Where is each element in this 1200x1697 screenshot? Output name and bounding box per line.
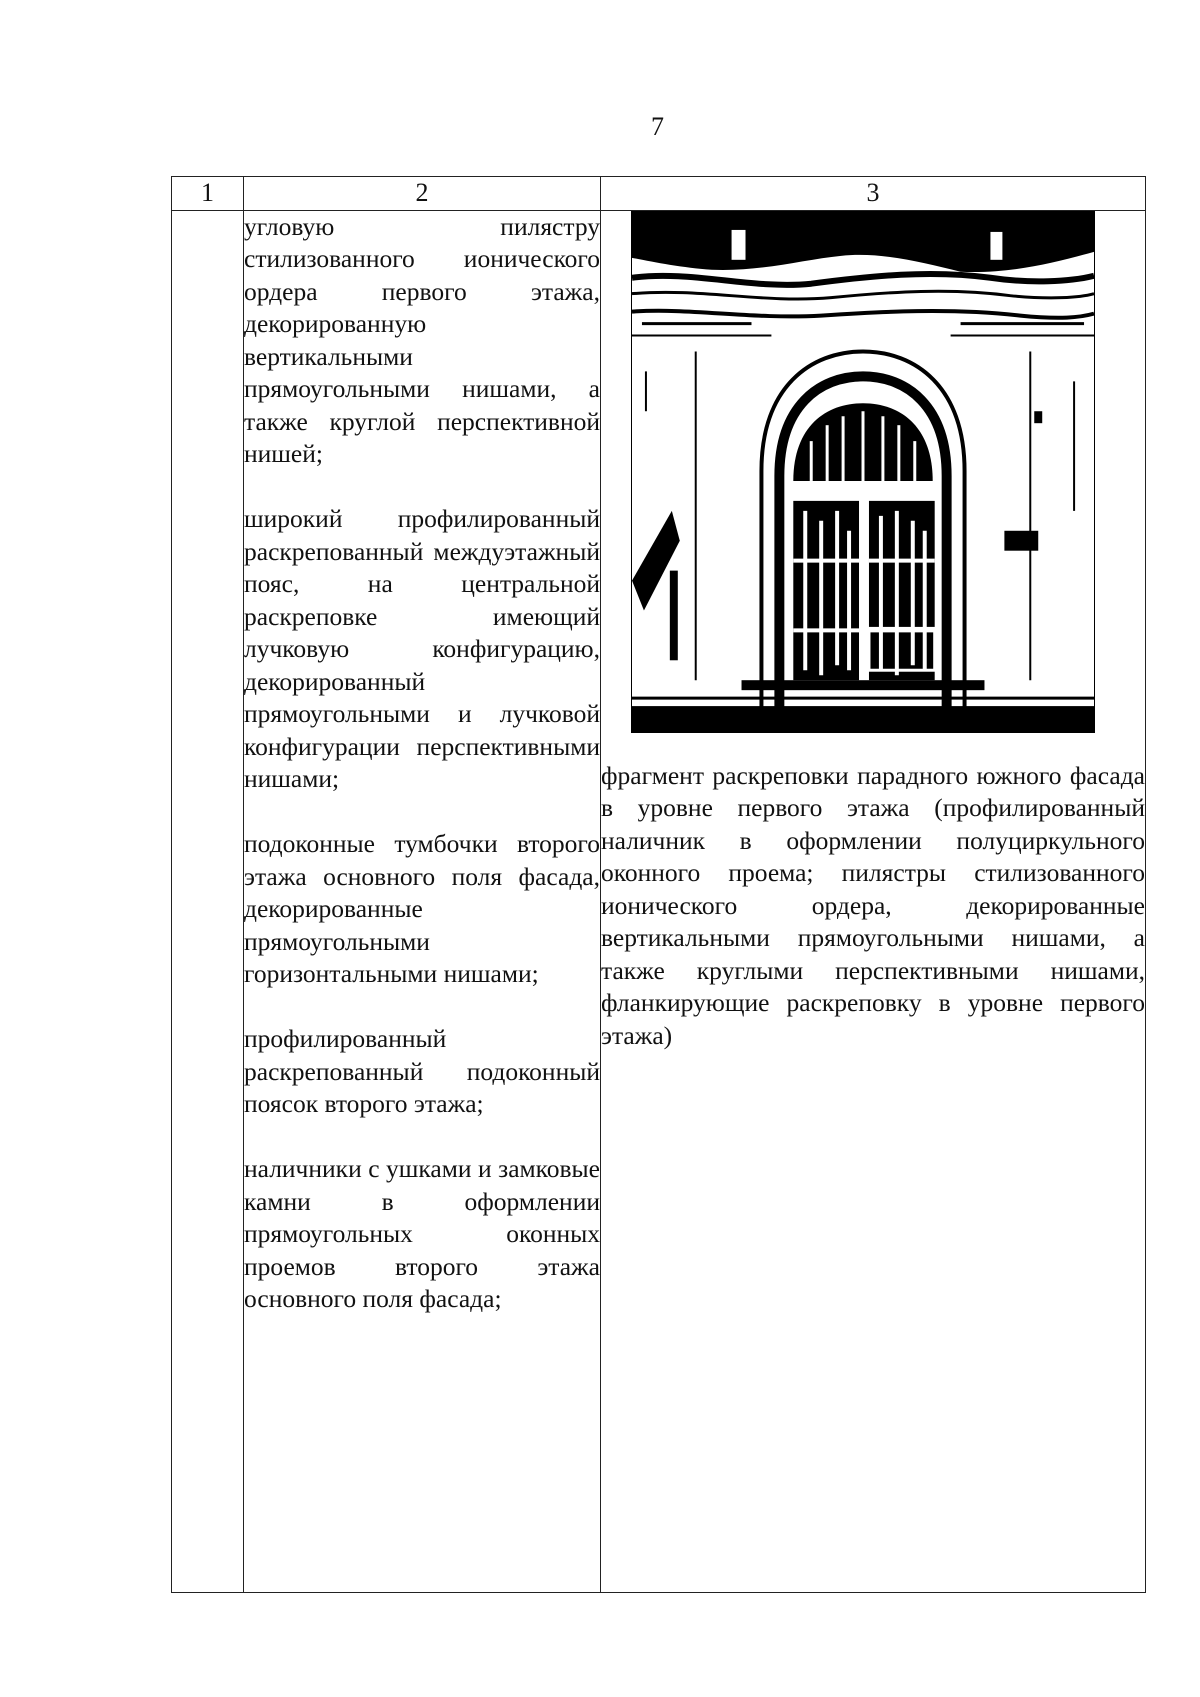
- description-paragraph: наличники с ушками и замковые камни в оформлении прямоугольных оконных проемов второго этажа основного поля фасада;: [244, 1154, 600, 1313]
- column-header-2: 2: [244, 177, 601, 211]
- description-paragraph: профилированный раскрепованный подоконный поясок второго этажа;: [244, 1024, 600, 1118]
- facade-photo: [631, 211, 1095, 733]
- cell-number: [172, 210, 244, 1593]
- monument-elements-table: [171, 176, 1146, 1593]
- table-header-row: [172, 177, 1146, 211]
- column-header-3: 3: [601, 177, 1146, 211]
- cell-illustration: [601, 210, 1146, 1593]
- description-paragraph: подоконные тумбочки второго этажа основного поля фасада, декорированные прямоугольными горизонтальными нишами;: [244, 829, 600, 988]
- column-header-1: 1: [172, 177, 244, 211]
- photo-caption: фрагмент раскреповки парадного южного фасада в уровне первого этажа (профилированный наличник в оформлении полуциркульного оконного проема; пилястры стилизованного ионического ордера, декорированные вертикальными прямоугольными нишами, а также круглыми перспективными нишами, фланкирующие раскреповку в уровне первого этажа): [601, 760, 1145, 1050]
- description-paragraph: широкий профилированный раскрепованный междуэтажный пояс, на центральной раскреповке имеющий лучковую конфигурацию, декорированный прямоугольными и лучковой конфигурации перспективными нишами;: [244, 504, 600, 793]
- description-paragraph: угловую пилястру стилизованного ионического ордера первого этажа, декорированную вертикальными прямоугольными нишами, а также круглой перспективной нишей;: [244, 211, 600, 468]
- table-row: [172, 210, 1146, 1593]
- page-number: 7: [651, 112, 664, 141]
- cell-description: [244, 210, 601, 1593]
